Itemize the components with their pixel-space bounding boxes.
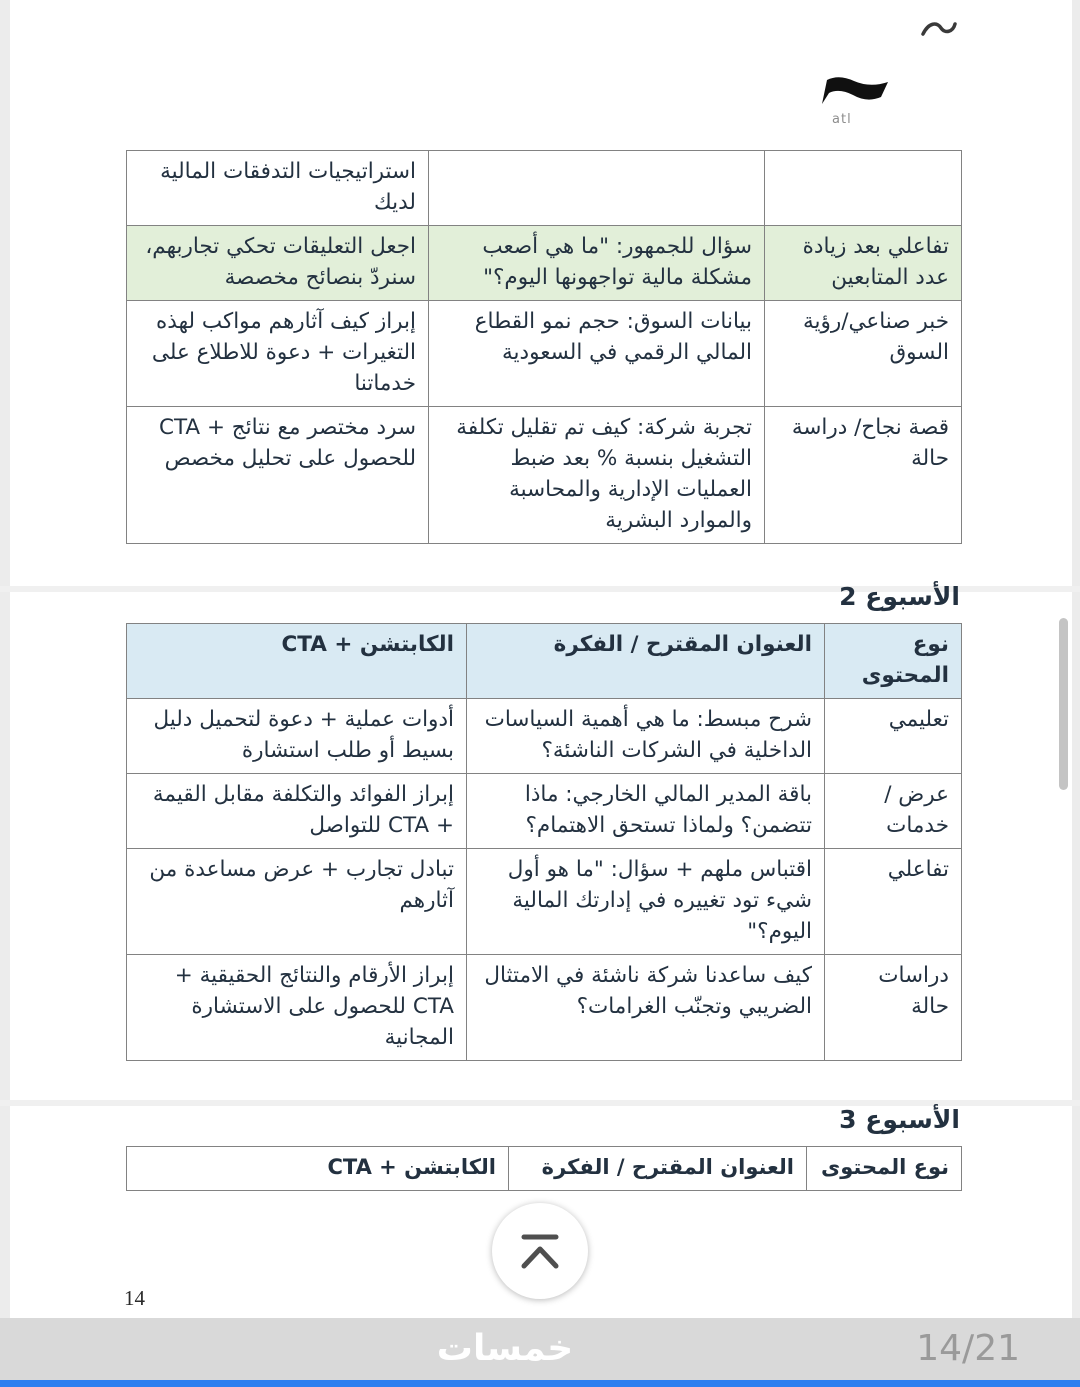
watermark: خمسات bbox=[436, 1328, 574, 1369]
cell-caption: إبراز الفوائد والتكلفة مقابل القيمة + CTA للتواصل bbox=[127, 774, 467, 849]
table-row bbox=[127, 301, 962, 407]
cell-type: خبر صناعي/رؤية السوق bbox=[765, 301, 962, 407]
cell-type: تعليمي bbox=[825, 699, 962, 774]
cell-type bbox=[765, 151, 962, 226]
cell-caption: إبراز كيف آثارهم مواكب لهذه التغيرات + دعوة للاطلاع على خدماتنا bbox=[127, 301, 429, 407]
header-content-type: نوع المحتوى bbox=[825, 624, 962, 699]
header-idea: العنوان المقترح / الفكرة bbox=[509, 1147, 807, 1191]
cell-caption: سرد مختصر مع نتائج + CTA للحصول على تحليل مخصص bbox=[127, 407, 429, 544]
table-row bbox=[127, 849, 962, 955]
progress-bar bbox=[0, 1380, 1080, 1387]
page-number: 14 bbox=[124, 1286, 145, 1310]
cell-idea: باقة المدير المالي الخارجي: ماذا تتضمن؟ ولماذا تستحق الاهتمام؟ bbox=[467, 774, 825, 849]
flag-icon bbox=[818, 76, 892, 106]
week2-table bbox=[126, 623, 962, 1061]
logo-text: atl bbox=[832, 112, 852, 127]
cell-type: تفاعلي بعد زيادة عدد المتابعين bbox=[765, 226, 962, 301]
cell-caption: أدوات عملية + دعوة لتحميل دليل بسيط أو طلب استشارة bbox=[127, 699, 467, 774]
header-caption: الكابتشن + CTA bbox=[127, 1147, 509, 1191]
cell-caption: اجعل التعليقات تحكي تجاربهم، سنردّ بنصائح مخصصة bbox=[127, 226, 429, 301]
scrollbar-thumb[interactable] bbox=[1059, 618, 1068, 790]
table-row-highlighted bbox=[127, 226, 962, 301]
cell-type: عرض / خدمات bbox=[825, 774, 962, 849]
table-header-row bbox=[127, 624, 962, 699]
cell-type: قصة نجاح/ دراسة حالة bbox=[765, 407, 962, 544]
header-idea: العنوان المقترح / الفكرة bbox=[467, 624, 825, 699]
cell-idea: تجربة شركة: كيف تم تقليل تكلفة التشغيل بنسبة % بعد ضبط العمليات الإدارية والمحاسبة والموارد البشرية bbox=[429, 407, 765, 544]
cell-caption: استراتيجيات التدفقات المالية لديك bbox=[127, 151, 429, 226]
week-2-heading: الأسبوع 2 bbox=[839, 582, 960, 611]
week1-table bbox=[126, 150, 962, 544]
table-row bbox=[127, 699, 962, 774]
cell-idea: كيف ساعدنا شركة ناشئة في الامتثال الضريبي وتجنّب الغرامات؟ bbox=[467, 955, 825, 1061]
table-header-row bbox=[127, 1147, 962, 1191]
cell-idea: اقتباس ملهم + سؤال: "ما هو أول شيء تود تغييره في إدارتك المالية اليوم؟" bbox=[467, 849, 825, 955]
cell-idea: شرح مبسط: ما هي أهمية السياسات الداخلية في الشركات الناشئة؟ bbox=[467, 699, 825, 774]
week-3-heading: الأسبوع 3 bbox=[839, 1105, 960, 1134]
cell-idea bbox=[429, 151, 765, 226]
swash-mark-icon bbox=[920, 16, 958, 46]
cell-caption: تبادل تجارب + عرض مساعدة من آثارهم bbox=[127, 849, 467, 955]
cell-caption: إبراز الأرقام والنتائج الحقيقية + CTA للحصول على الاستشارة المجانية bbox=[127, 955, 467, 1061]
header-content-type: نوع المحتوى bbox=[807, 1147, 962, 1191]
page-edge-left bbox=[0, 0, 10, 1387]
table-row bbox=[127, 407, 962, 544]
table-row bbox=[127, 955, 962, 1061]
week3-table bbox=[126, 1146, 962, 1191]
chevron-up-bar-icon bbox=[517, 1230, 563, 1272]
scroll-to-top-button[interactable] bbox=[492, 1203, 588, 1299]
table-row bbox=[127, 774, 962, 849]
document-page bbox=[127, 150, 962, 1191]
header-caption: الكابتشن + CTA bbox=[127, 624, 467, 699]
brand-logo bbox=[818, 76, 904, 127]
table-row bbox=[127, 151, 962, 226]
cell-idea: بيانات السوق: حجم نمو القطاع المالي الرقمي في السعودية bbox=[429, 301, 765, 407]
page-edge-right bbox=[1072, 0, 1080, 1387]
cell-type: دراسات حالة bbox=[825, 955, 962, 1061]
bottom-bar bbox=[0, 1318, 1080, 1380]
page-indicator: 14/21 bbox=[916, 1328, 1020, 1369]
cell-idea: سؤال للجمهور: "ما هي أصعب مشكلة مالية تواجهونها اليوم؟" bbox=[429, 226, 765, 301]
cell-type: تفاعلي bbox=[825, 849, 962, 955]
